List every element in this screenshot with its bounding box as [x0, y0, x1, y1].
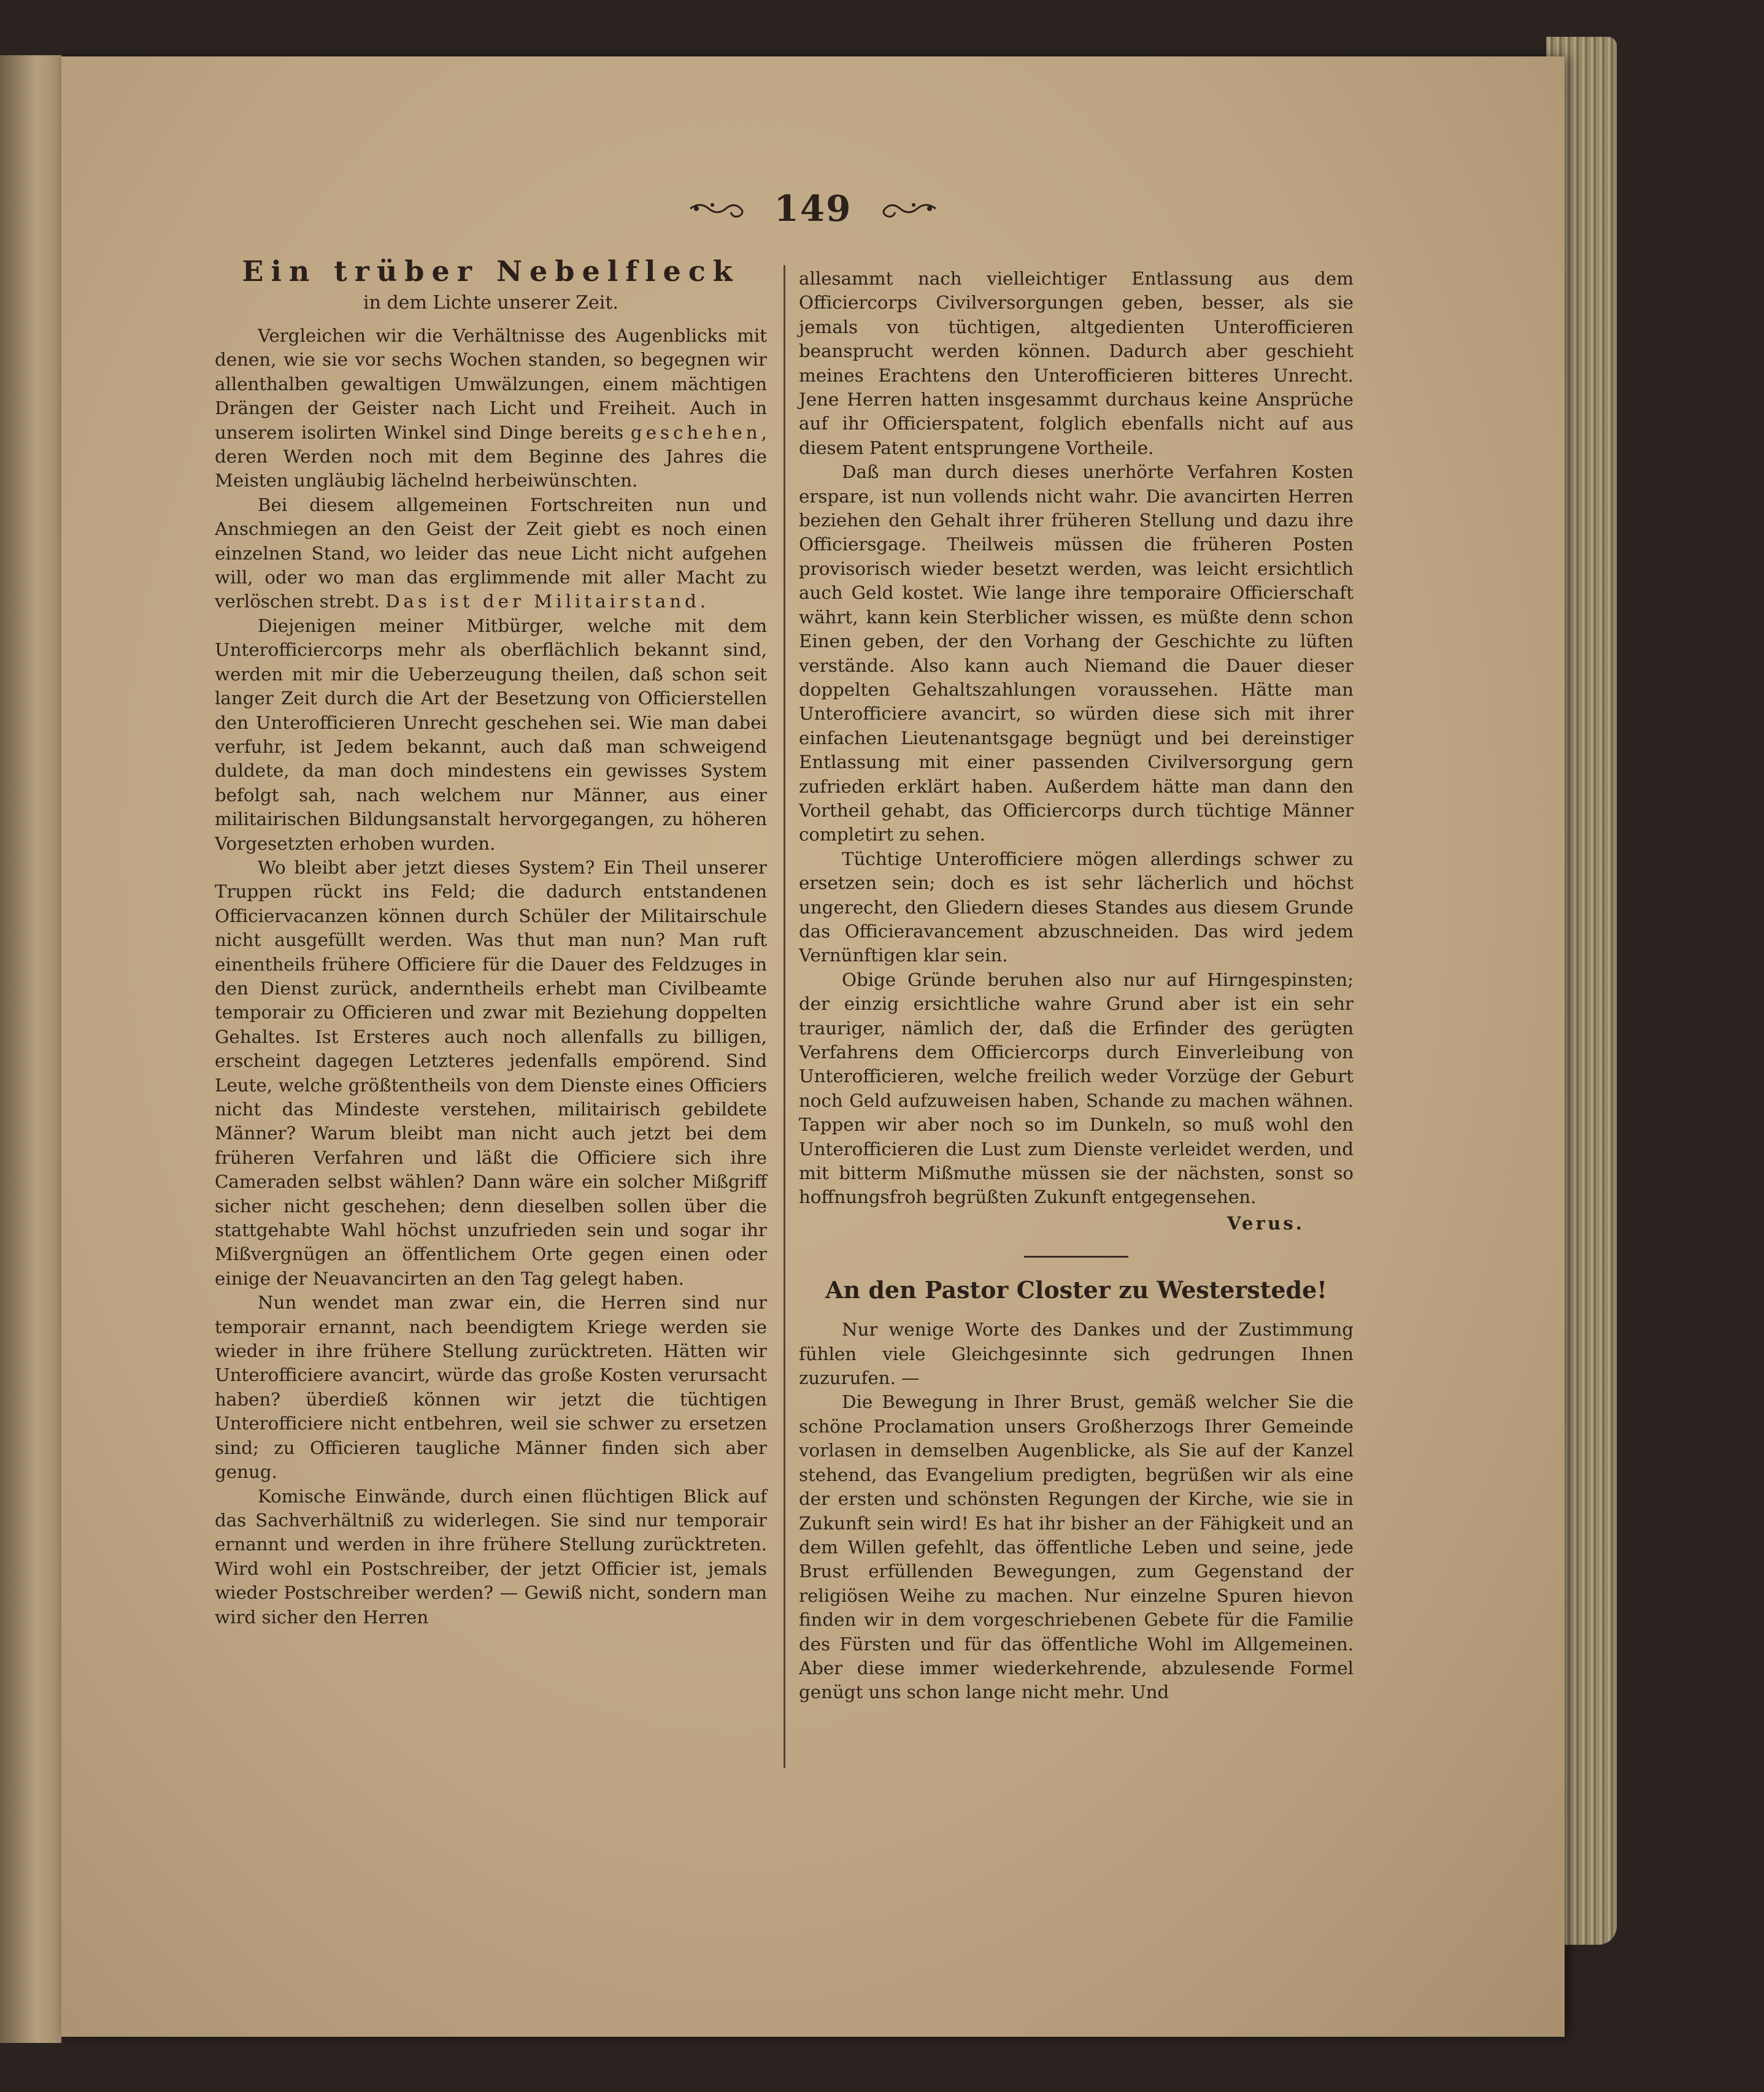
- paragraph: Bei diesem allgemeinen Fortschreiten nun und Anschmiegen an den Geist der Zeit giebt es noch einen einzelnen Stand, wo leider das neue Licht nicht aufgehen will, oder wo man das erglimmende mit aller Macht zu verlöschen strebt. Das ist der Militairstand.: [215, 494, 767, 612]
- article-subtitle: in dem Lichte unserer Zeit.: [363, 292, 618, 313]
- left-column: [215, 254, 767, 1629]
- article-title: An den Pastor Closter zu Westerstede!: [825, 1276, 1327, 1304]
- section-divider: [1024, 1256, 1128, 1258]
- ornament-right-icon: [877, 196, 938, 221]
- column-divider: [784, 265, 785, 1768]
- page-number: 149: [774, 188, 852, 229]
- paragraph: Diejenigen meiner Mitbürger, welche mit dem Unterofficiercorps mehr als oberflächlich bekannt sind, werden mit mir die Ueberzeugung theilen, daß schon seit langer Zeit durch die Art der Besetzung von Officierstellen den Unterofficieren Unrecht geschehen sei. Wie man dabei verfuhr, ist Jedem bekannt, auch daß man schweigend duldete, da man doch mindestens ein gewisses System befolgt sah, nach welchem nur Männer, aus einer militairischen Bildungsanstalt hervorgegangen, zu höheren Vorgesetzten erhoben wurden.: [215, 615, 767, 854]
- facing-page-edge: [0, 55, 61, 2043]
- paragraph: Nur wenige Worte des Dankes und der Zustimmung fühlen viele Gleichgesinnte sich gedrungen Ihnen zuzurufen. —: [799, 1319, 1354, 1389]
- ornament-left-icon: [688, 196, 749, 221]
- right-column: [799, 267, 1354, 1705]
- paragraph: Daß man durch dieses unerhörte Verfahren Kosten erspare, ist nun vollends nicht wahr. Die avancirten Herren beziehen den Gehalt ihrer früheren Stellung und dazu ihre Officiersgage. Theilweis müssen die früheren Posten provisorisch wieder besetzt werden, was leicht ersichtlich auch Geld kostet. Wie lange ihre temporaire Officierschaft währt, kann kein Sterblicher wissen, es müßte denn schon Einen geben, der den Vorhang der Geschichte zu lüften verstände. Also kann auch Niemand die Dauer dieser doppelten Gehaltszahlungen voraussehen. Hätte man Unterofficiere avancirt, so würden diese sich mit ihrer einfachen Lieutenantsgage begnügt und bei dereinstiger Entlassung mit einer passenden Civilversorgung gern zufrieden erklärt haben. Außerdem hätte man dann den Vortheil gehabt, das Officiercorps durch tüchtige Männer completirt zu sehen.: [799, 461, 1354, 845]
- signature: Verus.: [1227, 1212, 1304, 1234]
- paragraph: Vergleichen wir die Verhältnisse des Augenblicks mit denen, wie sie vor sechs Wochen standen, so begegnen wir allenthalben gewaltigen Umwälzungen, einem mächtigen Drängen der Geister nach Licht und Freiheit. Auch in unserem isolirten Winkel sind Dinge bereits geschehen, deren Werden noch mit dem Beginne des Jahres die Meisten ungläubig lächelnd herbeiwünschten.: [215, 325, 767, 491]
- paragraph: Nun wendet man zwar ein, die Herren sind nur temporair ernannt, nach beendigtem Kriege werden sie wieder in ihre frühere Stellung zurücktreten. Hätten wir Unterofficiere avancirt, würde das große Kosten verursacht haben? überdieß können wir jetzt die tüchtigen Unterofficiere nicht entbehren, weil sie schwer zu ersetzen sind; zu Officieren taugliche Männer finden sich aber genug.: [215, 1292, 767, 1483]
- paragraph: Die Bewegung in Ihrer Brust, gemäß welcher Sie die schöne Proclamation unsers Großherzogs Ihrer Gemeinde vorlasen in demselben Augenblicke, als Sie auf der Kanzel stehend, das Evangelium predigten, begrüßen wir als eine der ersten und schönsten Regungen der Kirche, wie sie in Zukunft sein wird! Es hat ihr bisher an der Fähigkeit und an dem Willen gefehlt, das öffentliche Leben und seine, jede Brust erfüllenden Bewegungen, zum Gegenstand der religiösen Weihe zu machen. Nur einzelne Spuren hievon finden wir in dem vorgeschriebenen Gebete für die Familie des Fürsten und für das öffentliche Wohl im Allgemeinen. Aber diese immer wiederkehrende, abzulesende Formel genügt uns schon lange nicht mehr. Und: [799, 1391, 1354, 1703]
- article-title: Ein trüber Nebelfleck: [242, 255, 740, 288]
- paragraph: Tüchtige Unterofficiere mögen allerdings schwer zu ersetzen sein; doch es ist sehr lächerlich und höchst ungerecht, den Gliedern dieses Standes aus diesem Grunde das Officieravancement abzuschneiden. Das wird jedem Vernünftigen klar sein.: [799, 848, 1354, 966]
- scanned-page: [61, 56, 1565, 2037]
- page-header: [660, 184, 966, 233]
- paragraph: Wo bleibt aber jetzt dieses System? Ein Theil unserer Truppen rückt ins Feld; die dadurch entstandenen Officiervacanzen können durch Schüler der Militairschule nicht ausgefüllt werden. Was thut man nun? Man ruft einentheils frühere Officiere für die Dauer des Feldzuges in den Dienst zurück, anderntheils erhebt man Civilbeamte temporair zu Officieren und zwar mit Beziehung doppelten Gehaltes. Ist Ersteres auch noch allenfalls zu billigen, erscheint dagegen Letzteres jedenfalls empörend. Sind Leute, welche größtentheils von dem Dienste eines Officiers nicht das Mindeste verstehen, militairisch gebildete Männer? Warum bleibt man nicht auch jetzt bei dem früheren Verfahren und läßt die Officiere sich ihre Cameraden selbst wählen? Dann wäre ein solcher Mißgriff sicher nicht geschehen; denn dieselben sollen über die stattgehabte Wahl höchst unzufrieden sein und sogar ihr Mißvergnügen an öffentlichem Orte gegen einen oder einige der Neuavancirten an den Tag gelegt haben.: [215, 856, 767, 1289]
- paragraph: allesammt nach vielleichtiger Entlassung aus dem Officiercorps Civilversorgungen geben, besser, als sie jemals von tüchtigen, altgedienten Unterofficieren beansprucht werden können. Dadurch aber geschieht meines Erachtens den Unterofficieren bitteres Unrecht. Jene Herren hatten insgesammt durchaus keine Ansprüche auf ihr Officierspatent, folglich ebenfalls nicht auf aus diesem Patent entsprungene Vortheile.: [799, 268, 1354, 458]
- paragraph: Obige Gründe beruhen also nur auf Hirngespinsten; der einzig ersichtliche wahre Grund aber ist ein sehr trauriger, nämlich der, daß die Erfinder des gerügten Verfahrens dem Officiercorps durch Einverleibung von Unterofficieren, welche freilich weder Vorzüge der Geburt noch Geld aufzuweisen haben, Schande zu machen wähnen. Tappen wir aber noch so im Dunkeln, so muß wohl den Unterofficieren die Lust zum Dienste verleidet werden, und mit bitterm Mißmuthe müssen sie der nächsten, sonst so hoffnungsfroh begrüßten Zukunft entgegensehen.: [799, 969, 1354, 1208]
- paragraph: Komische Einwände, durch einen flüchtigen Blick auf das Sachverhältniß zu widerlegen. Sie sind nur temporair ernannt und werden in ihre frühere Stellung zurücktreten. Wird wohl ein Postschreiber, der jetzt Officier ist, jemals wieder Postschreiber werden? — Gewiß nicht, sondern man wird sicher den Herren: [215, 1485, 767, 1628]
